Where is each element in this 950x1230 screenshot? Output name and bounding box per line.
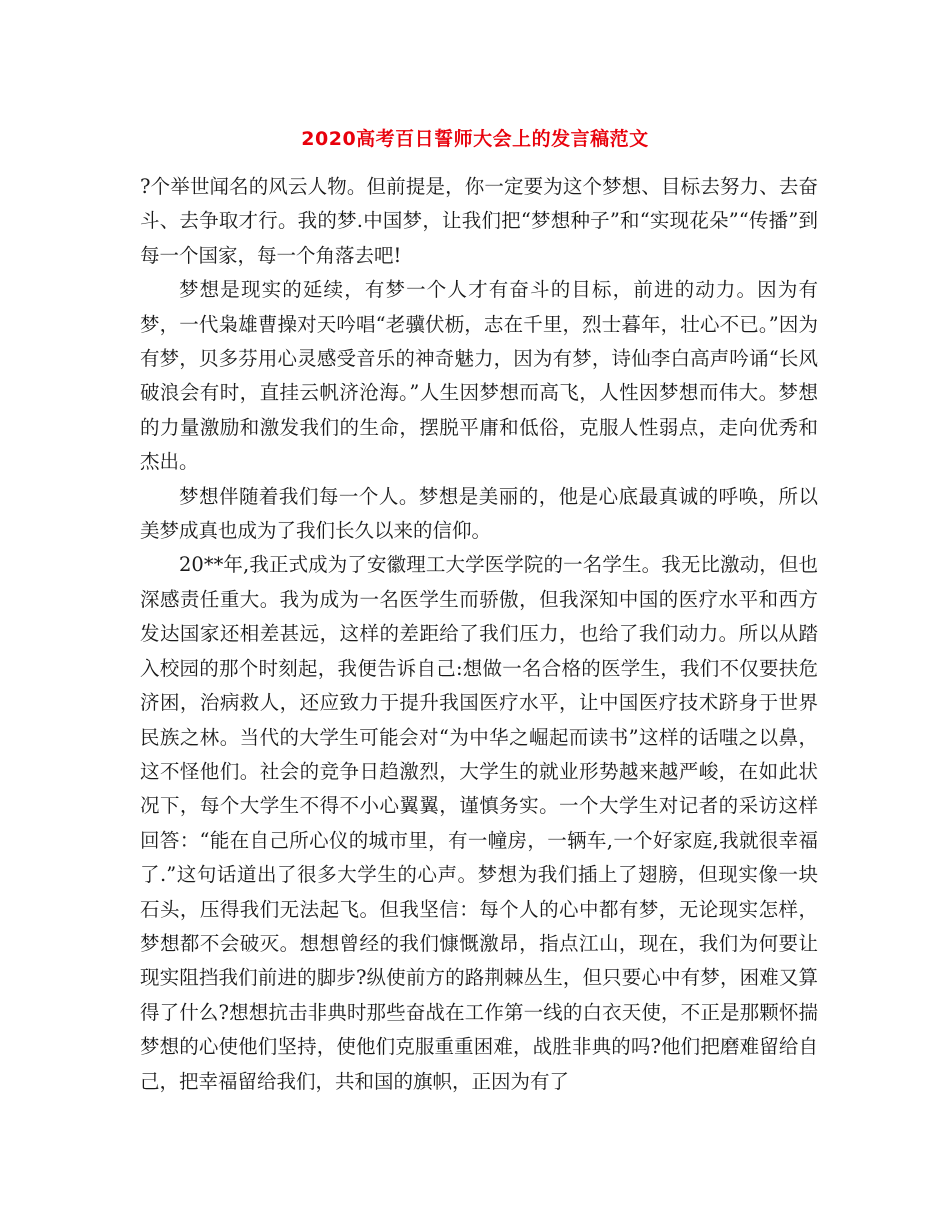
document-body [140,170,818,1099]
document-title: 2020高考百日誓师大会上的发言稿范文 [301,128,649,150]
paragraph-2: 梦想是现实的延续，有梦一个人才有奋斗的目标，前进的动力。因为有梦，一代枭雄曹操对天吟唱“老骥伏枥，志在千里，烈士暮年，壮心不已。”因为有梦，贝多芬用心灵感受音乐的神奇魅力，因为有梦，诗仙李白高声吟诵“长风破浪会有时，直挂云帆济沧海。”人生因梦想而高飞，人性因梦想而伟大。梦想的力量激励和激发我们的生命，摆脱平庸和低俗，克服人性弱点，走向优秀和杰出。 [140,278,818,474]
paragraph-3: 梦想伴随着我们每一个人。梦想是美丽的，他是心底最真诚的呼唤，所以美梦成真也成为了我们长久以来的信仰。 [140,484,818,543]
paragraph-1: ?个举世闻名的风云人物。但前提是，你一定要为这个梦想、目标去努力、去奋斗、去争取才行。我的梦.中国梦，让我们把“梦想种子”和“实现花朵”“传播”到每一个国家，每一个角落去吧! [140,175,818,267]
paragraph-4: 20**年,我正式成为了安徽理工大学医学院的一名学生。我无比激动，但也深感责任重大。我为成为一名医学生而骄傲，但我深知中国的医疗水平和西方发达国家还相差甚远，这样的差距给了我们压力，也给了我们动力。所以从踏入校园的那个时刻起，我便告诉自己:想做一名合格的医学生，我们不仅要扶危济困，治病救人，还应致力于提升我国医疗水平，让中国医疗技术跻身于世界民族之林。当代的大学生可能会对“为中华之崛起而读书”这样的话嗤之以鼻，这不怪他们。社会的竞争日趋激烈，大学生的就业形势越来越严峻，在如此状况下，每个大学生不得不小心翼翼，谨慎务实。一个大学生对记者的采访这样回答：“能在自己所心仪的城市里，有一幢房，一辆车,一个好家庭,我就很幸福了.”这句话道出了很多大学生的心声。梦想为我们插上了翅膀，但现实像一块石头，压得我们无法起飞。但我坚信：每个人的心中都有梦，无论现实怎样，梦想都不会破灭。想想曾经的我们慷慨激昂，指点江山，现在，我们为何要让现实阻挡我们前进的脚步?纵使前方的路荆棘丛生，但只要心中有梦，困难又算得了什么?想想抗击非典时那些奋战在工作第一线的白衣天使，不正是那颗怀揣梦想的心使他们坚持，使他们克服重重困难，战胜非典的吗?他们把磨难留给自己，把幸福留给我们，共和国的旗帜，正因为有了 [140,553,818,1093]
